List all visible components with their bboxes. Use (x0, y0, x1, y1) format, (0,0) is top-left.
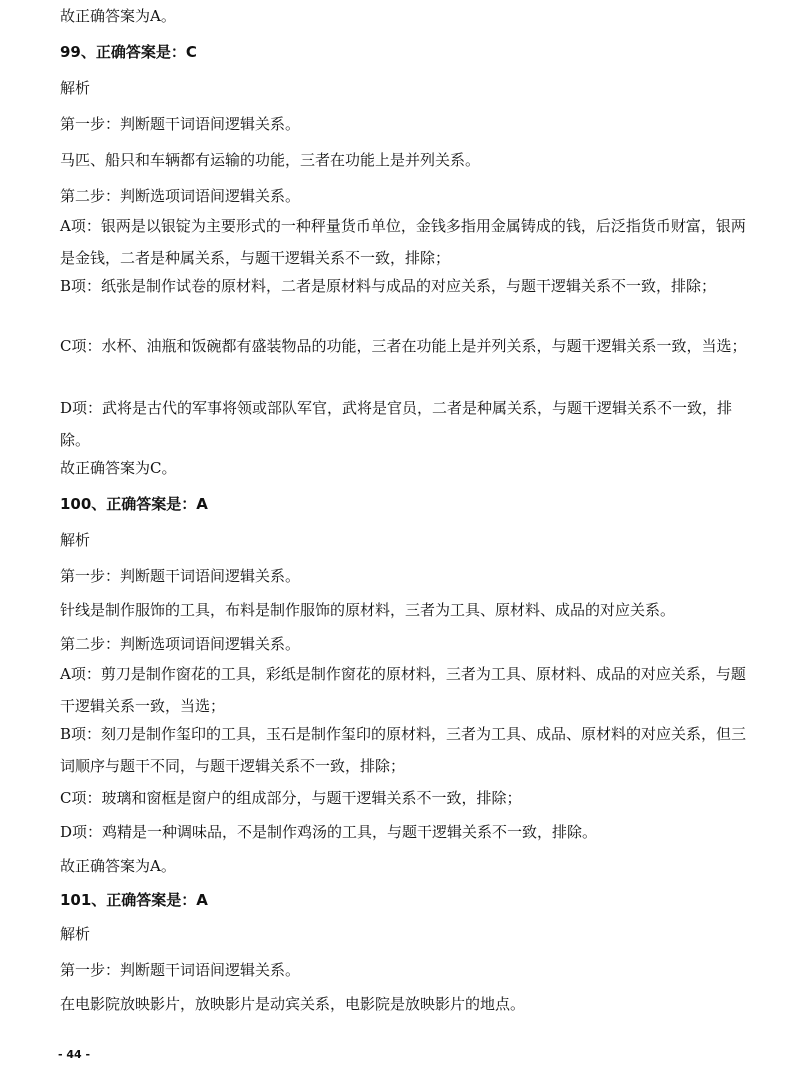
paragraph: 第一步：判断题干词语间逻辑关系。 (60, 567, 301, 585)
analysis-label: 解析 (60, 925, 91, 943)
page-number: - 44 - (58, 1048, 91, 1061)
option-d: D项：鸡精是一种调味品，不是制作鸡汤的工具，与题干逻辑关系不一致，排除。 (60, 823, 598, 841)
option-d: D项：武将是古代的军事将领或部队军官，武将是官员，二者是种属关系，与题干逻辑关系不一致，排除。 (60, 399, 733, 449)
option-a: A项：剪刀是制作窗花的工具，彩纸是制作窗花的原材料，三者为工具、原材料、成品的对应关系，与题干逻辑关系一致，当选； (60, 665, 746, 715)
analysis-label: 解析 (60, 79, 91, 97)
paragraph: 故正确答案为A。 (60, 857, 176, 875)
paragraph: 马匹、船只和车辆都有运输的功能，三者在功能上是并列关系。 (60, 151, 481, 169)
analysis-label: 解析 (60, 531, 91, 549)
option-a: A项：银两是以银锭为主要形式的一种秤量货币单位，金钱多指用金属铸成的钱，后泛指货币财富，银两是金钱，二者是种属关系，与题干逻辑关系不一致，排除； (60, 217, 746, 267)
paragraph: 故正确答案为A。 (60, 7, 176, 25)
answer-heading: 101、正确答案是：A (60, 891, 208, 909)
paragraph: 在电影院放映影片，放映影片是动宾关系，电影院是放映影片的地点。 (60, 995, 526, 1013)
paragraph: 第二步：判断选项词语间逻辑关系。 (60, 635, 301, 653)
option-b: B项：纸张是制作试卷的原材料，二者是原材料与成品的对应关系，与题干逻辑关系不一致，排除； (60, 277, 717, 295)
answer-heading: 100、正确答案是：A (60, 495, 208, 513)
paragraph: 故正确答案为C。 (60, 459, 177, 477)
answer-heading: 99、正确答案是：C (60, 43, 197, 61)
paragraph: 第一步：判断题干词语间逻辑关系。 (60, 115, 301, 133)
paragraph: 第二步：判断选项词语间逻辑关系。 (60, 187, 301, 205)
paragraph: 针线是制作服饰的工具，布料是制作服饰的原材料，三者为工具、原材料、成品的对应关系。 (60, 601, 676, 619)
paragraph: 第一步：判断题干词语间逻辑关系。 (60, 961, 301, 979)
option-c: C项：玻璃和窗框是窗户的组成部分，与题干逻辑关系不一致，排除； (60, 789, 522, 807)
option-b: B项：刻刀是制作玺印的工具，玉石是制作玺印的原材料，三者为工具、成品、原材料的对应关系，但三词顺序与题干不同，与题干逻辑关系不一致，排除； (60, 725, 747, 775)
option-c: C项：水杯、油瓶和饭碗都有盛装物品的功能，三者在功能上是并列关系，与题干逻辑关系一致，当选； (60, 337, 747, 355)
